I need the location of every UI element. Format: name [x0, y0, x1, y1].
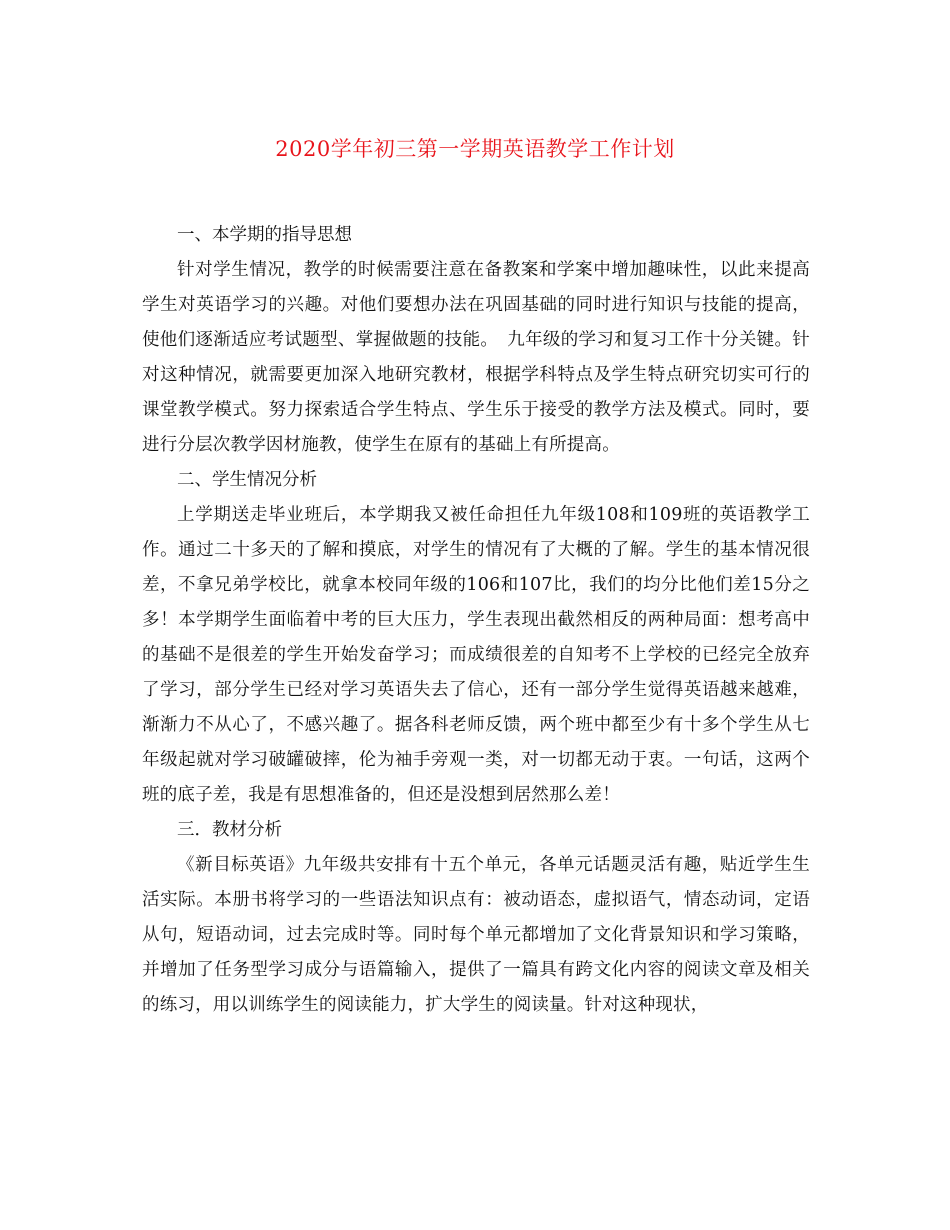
- document-title: 2020学年初三第一学期英语教学工作计划: [275, 137, 675, 161]
- section-paragraph-guiding-ideology: 针对学生情况，教学的时候需要注意在备教案和学案中增加趣味性，以此来提高学生对英语学习的兴趣。对他们要想办法在巩固基础的同时进行知识与技能的提高，使他们逐渐适应考试题型、掌握做题的技能。 九年级的学习和复习工作十分关键。针对这种情况，就需要更加深入地研究教材，根据学科特点及学生特点研究切实可行的课堂教学模式。努力探索适合学生特点、学生乐于接受的教学方法及模式。同时，要进行分层次教学因材施教，使学生在原有的基础上有所提高。: [142, 260, 810, 455]
- section-heading-student-analysis: 二、学生情况分析: [177, 470, 317, 490]
- section-heading-guiding-ideology: 一、本学期的指导思想: [177, 225, 352, 245]
- section-paragraph-textbook-analysis: 《新目标英语》九年级共安排有十五个单元，各单元话题灵活有趣，贴近学生生活实际。本册书将学习的一些语法知识点有：被动语态，虚拟语气，情态动词，定语从句，短语动词，过去完成时等。同时每个单元都增加了文化背景知识和学习策略，并增加了任务型学习成分与语篇输入，提供了一篇具有跨文化内容的阅读文章及相关的练习，用以训练学生的阅读能力，扩大学生的阅读量。针对这种现状，: [142, 855, 810, 1015]
- section-heading-textbook-analysis: 三．教材分析: [177, 820, 282, 840]
- document-body: [142, 218, 810, 1023]
- section-paragraph-student-analysis: 上学期送走毕业班后，本学期我又被任命担任九年级108和109班的英语教学工作。通过二十多天的了解和摸底，对学生的情况有了大概的了解。学生的基本情况很差，不拿兄弟学校比，就拿本校同年级的106和107比，我们的均分比他们差15分之多！本学期学生面临着中考的巨大压力，学生表现出截然相反的两种局面：想考高中的基础不是很差的学生开始发奋学习；而成绩很差的自知考不上学校的已经完全放弃了学习，部分学生已经对学习英语失去了信心，还有一部分学生觉得英语越来越难，渐渐力不从心了，不感兴趣了。据各科老师反馈，两个班中都至少有十多个学生从七年级起就对学习破罐破摔，伦为袖手旁观一类，对一切都无动于衷。一句话，这两个班的底子差，我是有思想准备的，但还是没想到居然那么差！: [142, 505, 810, 805]
